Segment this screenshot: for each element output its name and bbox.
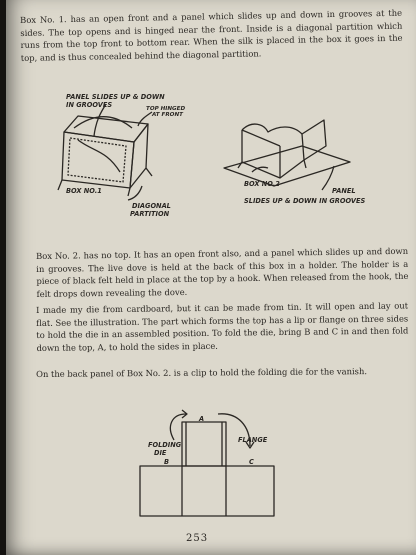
page-number: 253 bbox=[186, 533, 209, 544]
in-grooves-label: IN GROOVES bbox=[66, 101, 113, 109]
flange-label: FLANGE bbox=[238, 436, 268, 444]
top-hinged-label: TOP HINGED bbox=[146, 106, 186, 112]
paragraph-box-1: Box No. 1. has an open front and a panel which slides up and down in grooves at the sides. The top opens and is hinged near the front. Inside is a diagonal partition which runs from the top front to bottom rear. When the silk is placed in the box it goes in the top, and is thus concealed behind the diagonal partition. bbox=[20, 7, 403, 63]
folding-label: FOLDING bbox=[148, 441, 182, 449]
box-1-drawing bbox=[58, 104, 152, 200]
face-b-label: B bbox=[164, 458, 170, 466]
book-page bbox=[6, 0, 416, 555]
die-layout-drawing bbox=[140, 410, 274, 516]
paragraph-box-2: Box No. 2. has no top. It has an open front also, and a panel which slides up and down in grooves. The live dove is held at the back of this box in a holder. The holder is a piece of black felt held in place at the top by a hook. When released from the hook, the felt drops down revealing the dove. bbox=[36, 245, 409, 299]
paragraph-clip: On the back panel of Box No. 2. is a clip to hold the folding die for the vanish. bbox=[36, 366, 368, 379]
die-label: DIE bbox=[154, 449, 167, 457]
box-1-label: BOX NO.1 bbox=[66, 187, 102, 195]
paragraph-die: I made my die from cardboard, but it can be made from tin. It will open and lay out flat. See the illustration. The part which forms the top has a lip or flange on three sides to hold the die in an assembled position. To fold the die, bring B and C in and then fold down the top, A, to hold the sides in place. bbox=[36, 300, 409, 353]
face-a-label: A bbox=[199, 415, 205, 423]
boxes-illustration bbox=[6, 0, 416, 245]
box-2-label: BOX NO.2 bbox=[244, 180, 280, 188]
panel-slides-label: PANEL SLIDES UP & DOWN bbox=[66, 93, 165, 101]
face-c-label: C bbox=[249, 458, 254, 466]
at-front-label: AT FRONT bbox=[152, 112, 183, 118]
slides-label: SLIDES UP & DOWN IN GROOVES bbox=[244, 197, 366, 205]
partition-label: PARTITION bbox=[130, 210, 170, 218]
diagonal-label: DIAGONAL bbox=[132, 202, 171, 210]
box-2-drawing bbox=[224, 120, 350, 190]
panel-label: PANEL bbox=[332, 187, 356, 195]
